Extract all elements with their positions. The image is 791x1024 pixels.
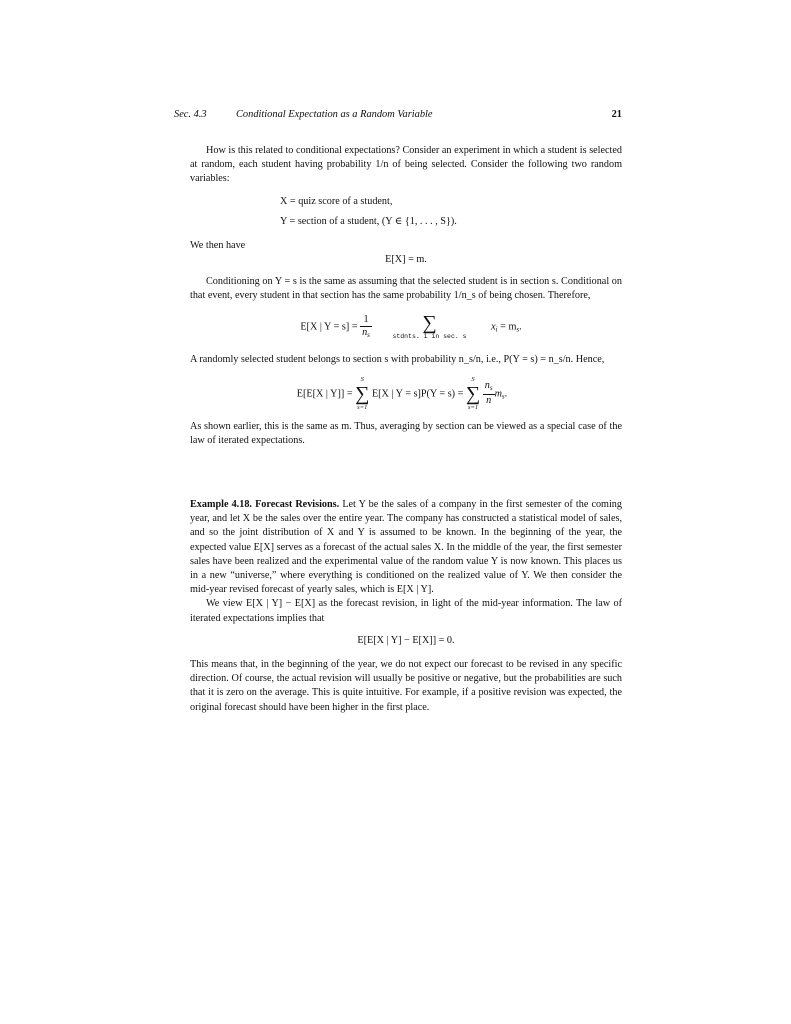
equation-conditional [190,313,622,341]
example-title: Forecast Revisions. [255,499,340,511]
eq-iter-term: E[X | Y = s]P(Y = s) = [371,387,464,399]
equation-iterated [190,376,622,412]
eq-cond-rhs2: = m [500,321,517,333]
eq-cond-sum-sub: stdnts. i in sec. s [392,333,467,341]
eq-iter-tail: m [494,387,502,399]
eq-iter-num-sub: s [489,384,493,393]
eq-iter-upper-2: S [471,375,475,383]
eq-cond-lhs: E[X | Y = s] = [300,321,358,333]
eq-iter-sum-1: S ∑ s=1 [355,375,370,411]
example-label: Example 4.18. [190,499,252,511]
page-number: 21 [611,109,622,120]
page-body [174,108,622,715]
equation-expectation: E[X] = m. [385,253,427,265]
eq-iter-upper-1: S [360,375,364,383]
eq-cond-fraction [360,314,372,341]
eq-iter-fraction [483,380,495,407]
definition-y: Y = section of a student, (Y ∈ {1, . . . , S}). [280,215,457,227]
eq-cond-rhs: x [491,321,496,333]
eq-iter-lhs: E[E[X | Y]] = [296,387,353,399]
paragraph-2: Conditioning on Y = s is the same as assuming that the selected student is in section s. Conditional on that event, every student in that section has the same probability 1/n_s of being chosen. Therefore, [190,276,622,302]
eq-cond-den-sub: s [367,330,370,339]
equation-revision: E[E[X | Y] − E[X]] = 0. [357,634,455,646]
running-header [174,108,622,124]
eq-cond-rhs2-sub: s [516,325,520,334]
eq-iter-den: n [486,395,492,407]
variable-definitions [190,195,622,235]
eq-cond-num: 1 [360,314,372,327]
paragraph-1: How is this related to conditional expectations? Consider an experiment in which a student is selected at random, each student having probability 1/n of being selected. Consider the following two random variables: [190,145,622,185]
example-text: Let Y be the sales of a company in the first semester of the coming year, and let X be the sales over the entire year. The company has constructed a statistical model of sales, and so the joint distribution of X and Y is assumed to be known. In the beginning of the year, the expected value E[X] serves as a forecast of the actual sales X. In the middle of the year, the first semester sales have been realized and the experimental value of the random value Y is now known. This places us in a new “universe,” where everything is conditioned on the realized value of Y. We then consider the mid-year revised forecast of yearly sales, which is E[X | Y]. [190,499,622,596]
chapter-title: Conditional Expectation as a Random Variable [236,109,433,120]
section-label: Sec. 4.3 [174,109,207,120]
eq-cond-rhs2-end: . [519,321,522,333]
eq-cond-den: n [362,326,368,338]
definition-x: X = quiz score of a student, [280,195,393,207]
eq-iter-tail-end: . [504,387,508,399]
eq-iter-num: n [484,380,490,392]
paragraph-6: This means that, in the beginning of the year, we do not expect our forecast to be revised in any specific direction. Of course, the actual revision will usually be positive or negative, but the probabilities are such that it is zero on the average. This is quite intuitive. For example, if a positive revision was expected, the original forecast should have been higher in the first place. [190,659,622,713]
paragraph-3: A randomly selected student belongs to section s with probability n_s/n, i.e., P(Y = s) = n_s/n. Hence, [190,354,605,366]
eq-iter-tail-sub: s [501,391,505,400]
eq-iter-sum-2: S ∑ s=1 [465,375,481,411]
example-4-18 [190,498,622,597]
eq-iter-lower-1: s=1 [357,403,368,411]
eq-cond-sum: ∑ stdnts. i in sec. s [392,312,467,341]
eq-iter-lower-2: s=1 [467,403,479,411]
paragraph-5: We view E[X | Y] − E[X] as the forecast revision, in light of the mid-year information. The law of iterated expectations implies that [190,598,622,624]
we-then-have: We then have [190,239,246,251]
eq-cond-rhs-sub: i [495,325,498,334]
paragraph-4: As shown earlier, this is the same as m. Thus, averaging by section can be viewed as a special case of the law of iterated expectations. [190,420,622,446]
